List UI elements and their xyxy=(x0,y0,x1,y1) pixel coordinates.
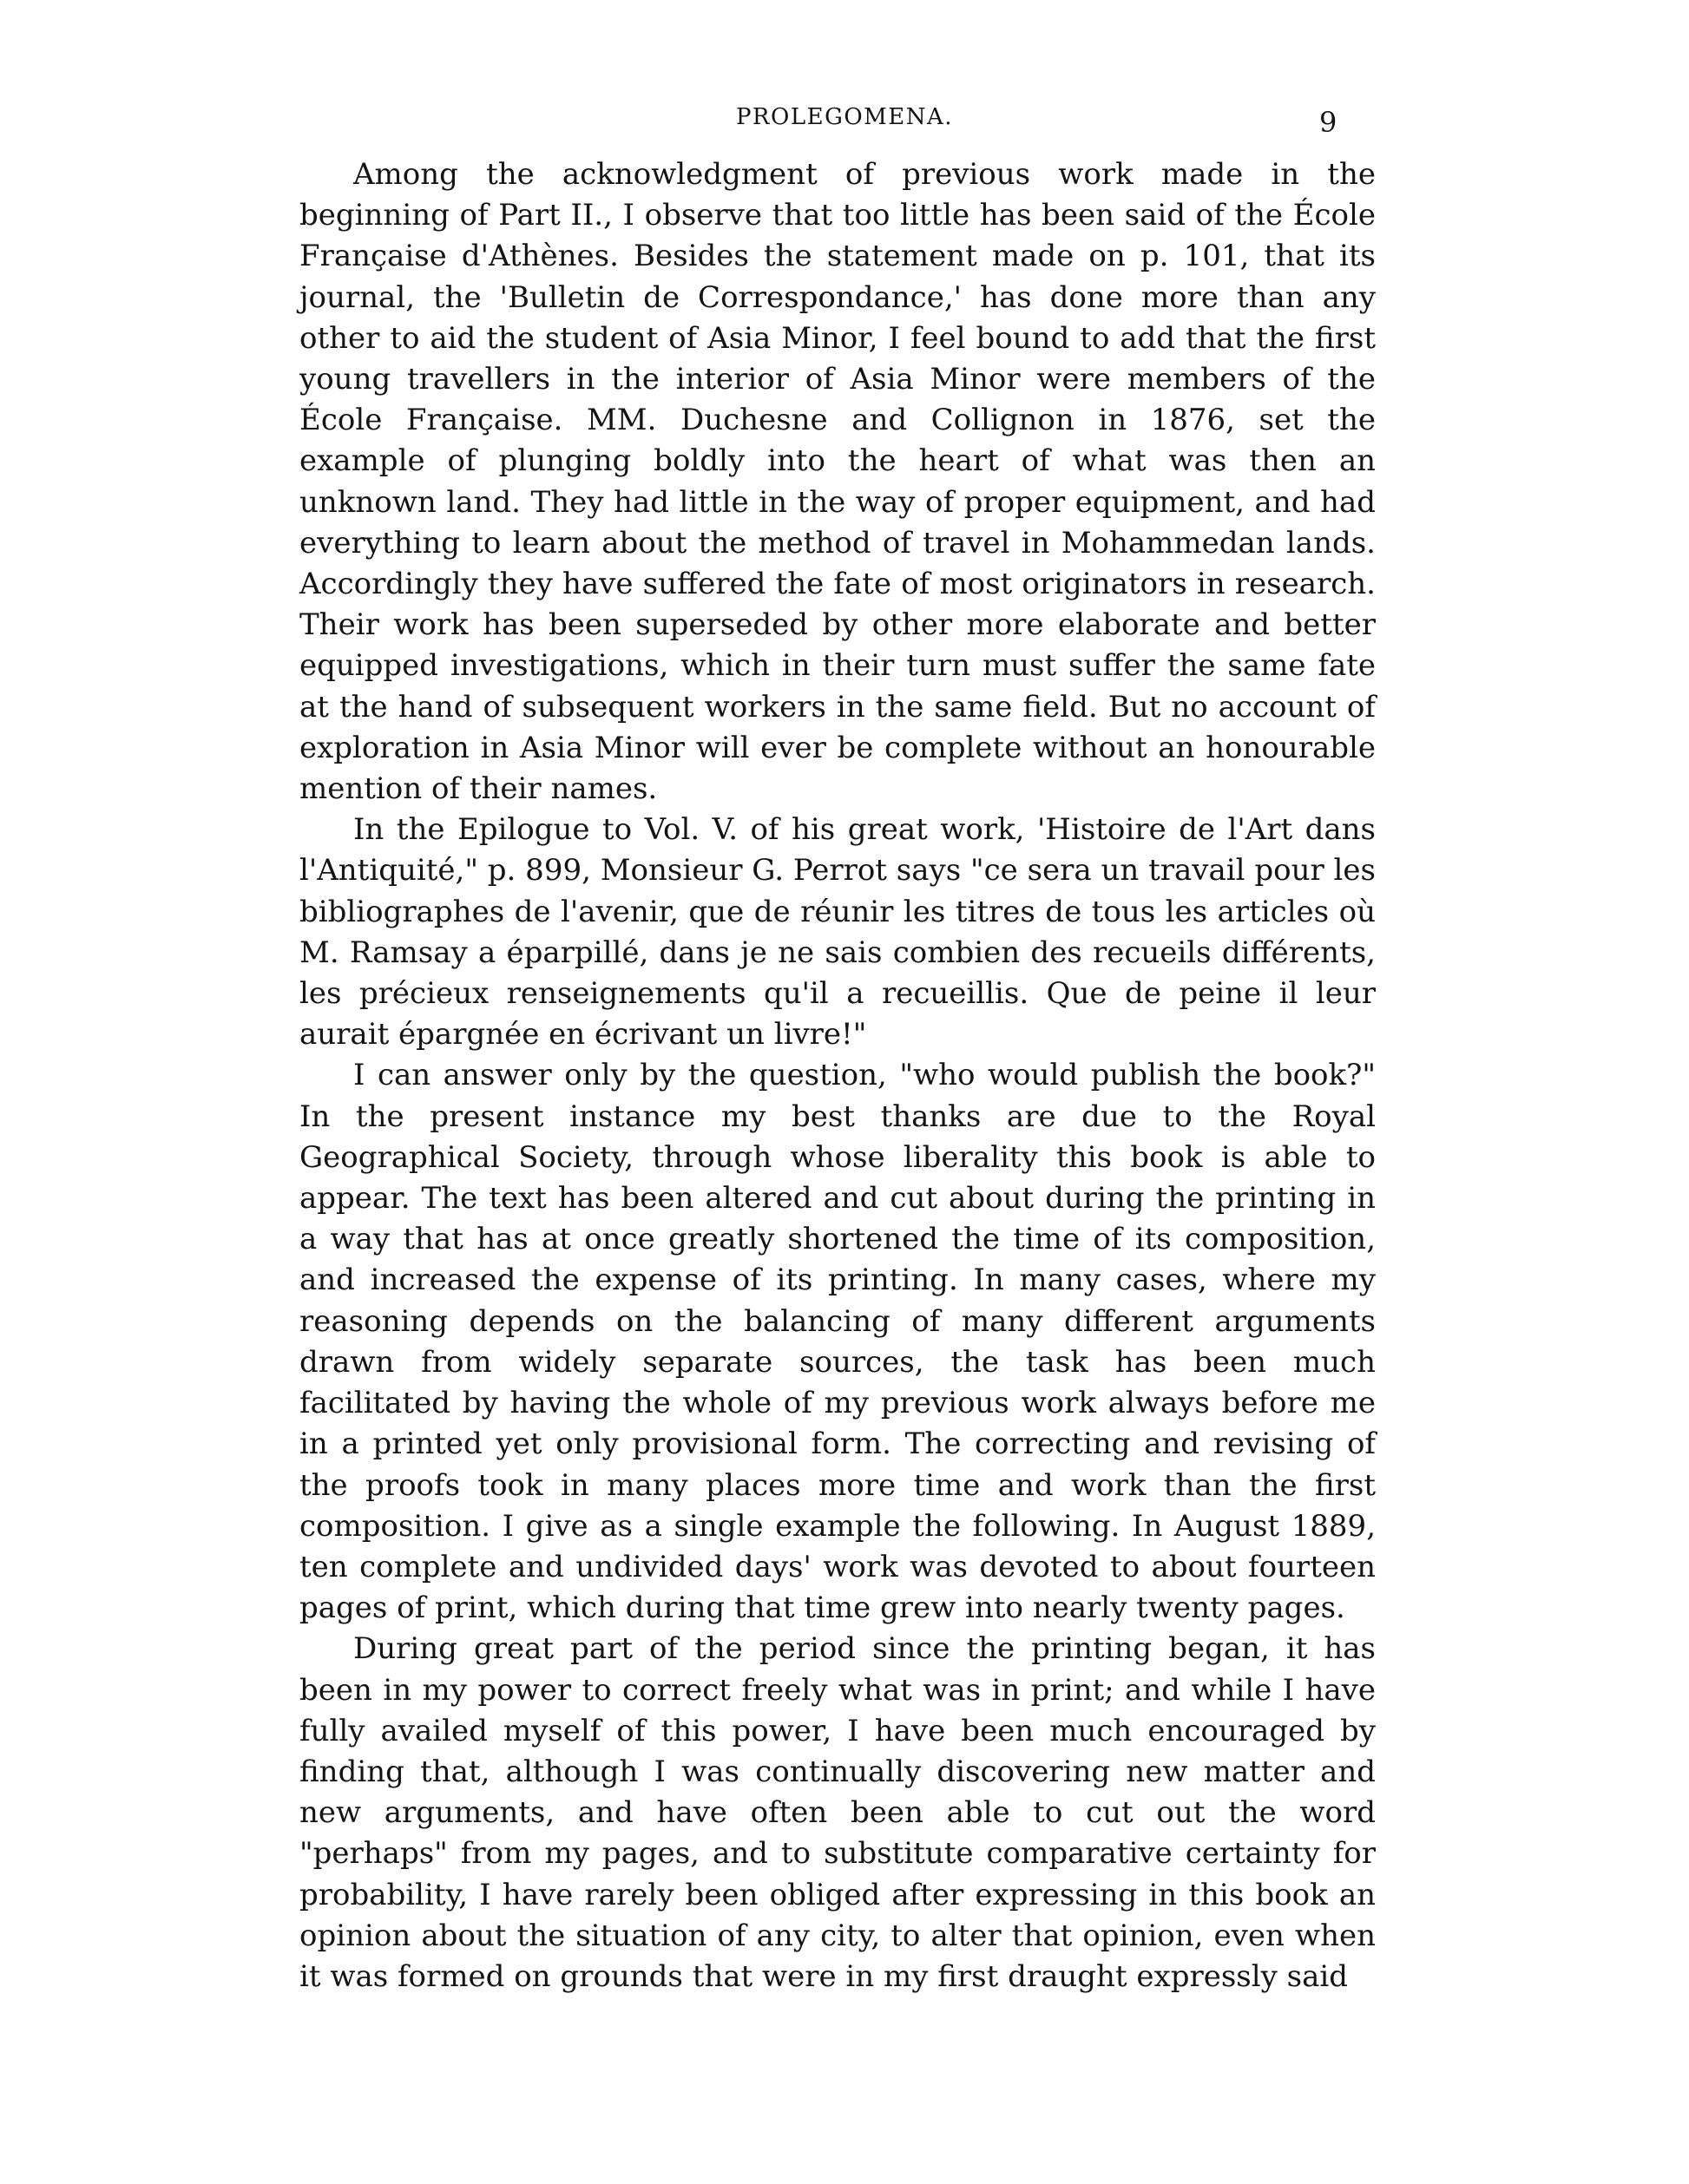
running-head xyxy=(0,95,1689,139)
paragraph-printing-period: During great part of the period since the printing began, it has been in my power to correct freely what was in print; and while I have fully availed myself of this power, I have been much encouraged by finding that, although I was continually discovering new matter and new arguments, and have often been able to cut out the word "perhaps" from my pages, and to substitute comparative certainty for probability, I have rarely been obliged after expressing in this book an opinion about the situation of any city, to alter that opinion, even when it was formed on grounds that were in my first draught expressly said xyxy=(299,1631,1376,1994)
running-title: PROLEGOMENA. xyxy=(735,104,954,130)
body-text xyxy=(299,154,1376,1997)
page-number: 9 xyxy=(1319,106,1337,139)
paragraph-epilogue-quote: In the Epilogue to Vol. V. of his great work, 'Histoire de l'Art dans l'Antiquité," p. 899, Monsieur G. Perrot says "ce sera un travail pour les bibliographes de l'avenir, que de réunir les titres de tous les articles où M. Ramsay a éparpillé, dans je ne sais combien des recueils différents, les précieux renseignements qu'il a recueillis. Que de peine il leur aurait épargnée en écrivant un livre!" xyxy=(299,812,1376,1053)
paragraph-publication: I can answer only by the question, "who would publish the book?" In the present instance my best thanks are due to the Royal Geographical Society, through whose liberality this book is able to appear. The text has been altered and cut about during the printing in a way that has at once greatly shortened the time of its composition, and increased the expense of its printing. In many cases, where my reasoning depends on the balancing of many different arguments drawn from widely separate sources, the task has been much facilitated by having the whole of my previous work always before me in a printed yet only provisional form. The correcting and revising of the proofs took in many places more time and work than the first composition. I give as a single example the following. In August 1889, ten complete and undivided days' work was devoted to about fourteen pages of print, which during that time grew into nearly twenty pages. xyxy=(299,1058,1376,1626)
paragraph-acknowledgment: Among the acknowledgment of previous work made in the beginning of Part II., I observe that too little has been said of the École Française d'Athènes. Besides the statement made on p. 101, that its journal, the 'Bulletin de Correspondance,' has done more than any other to aid the student of Asia Minor, I feel bound to add that the first young travellers in the interior of Asia Minor were members of the École Française. MM. Duchesne and Collignon in 1876, set the example of plunging boldly into the heart of what was then an unknown land. They had little in the way of proper equipment, and had everything to learn about the method of travel in Mohammedan lands. Accordingly they have suffered the fate of most originators in research. Their work has been superseded by other more elaborate and better equipped investigations, which in their turn must suffer the same fate at the hand of subsequent workers in the same field. But no account of exploration in Asia Minor will ever be complete without an honourable mention of their names. xyxy=(299,157,1376,807)
